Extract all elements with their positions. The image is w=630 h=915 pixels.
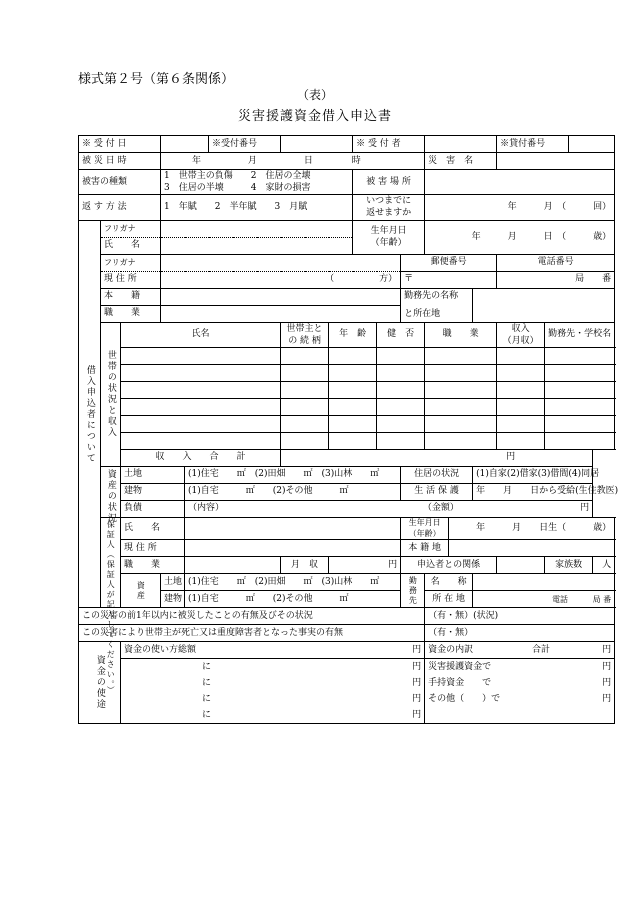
col-income-line-2: （月収） [502,335,539,346]
month-unit: 月 [247,155,257,166]
applicant-furigana-field[interactable] [161,220,353,237]
usage-total-field[interactable] [121,642,425,659]
income-total-yen: 円 [506,452,516,463]
damage-options-line-2: 3 住居の半壊 4 家財の損害 [164,183,311,194]
col-relation [281,322,329,347]
disaster-date-field[interactable] [161,153,425,170]
loan-number-label: ※貸付番号 [497,136,569,153]
breakdown-item-blank[interactable] [425,707,615,724]
applicant-birth-field[interactable]: 年 月 日 （ 歳） [425,220,615,254]
household-row[interactable] [79,398,615,415]
guarantor-assets-label: 資産 [121,574,161,608]
repay-until-field[interactable]: 年 月 （ 回） [425,195,615,220]
guarantor-address-field[interactable] [185,540,401,557]
guarantor-birth-field[interactable]: 年 月 日生（ 歳） [449,517,615,540]
guarantor-phone-kyoku: 局 [592,594,601,604]
usage-item-row[interactable] [121,707,425,724]
work-place-label [401,288,473,322]
applicant-furigana-label: フリガナ [101,220,161,237]
household-row[interactable] [79,364,615,381]
birth-label-line: 生年月日 [370,225,407,236]
disaster-name-field[interactable] [497,153,615,170]
breakdown-item-3-label: その他（ ）で [428,694,501,705]
breakdown-item-2[interactable] [425,675,615,691]
guarantor-phone-field[interactable] [473,591,615,608]
disaster-date-label: 被 災 日 時 [79,153,161,170]
guarantor-relation-field[interactable] [497,557,545,574]
usage-item-yen: 円 [412,678,422,689]
welfare-field[interactable]: 年 月 日から受給(生住教医) [473,483,593,500]
guarantor-note: （保証人が記入してください。） [106,549,116,696]
household-section-label: 世帯の状況と収入 [101,322,121,466]
usage-item-yen: 円 [412,694,422,705]
col-income-line-1: 収入 [511,323,530,334]
address-furigana-label: フリガナ [101,254,161,271]
guarantor-honseki-label: 本 籍 地 [401,540,449,557]
honseki-label: 本 籍 [101,288,161,305]
guarantor-name-field[interactable] [185,517,401,540]
usage-total-yen: 円 [412,645,422,656]
address-label: 現 住 所 [101,271,161,288]
work-place-line-1: 勤務先の名称 [404,290,459,301]
answer-death-disability[interactable]: （有・無） [425,625,615,642]
welfare-label: 生 活 保 護 [401,483,473,500]
debt-field[interactable] [185,500,593,517]
debt-yen: 円 [580,503,590,514]
damage-options-line-1: 1 世帯主の負傷 2 住居の全壊 [164,171,311,181]
debt-amount-label: （金額） [422,503,459,514]
usage-item-row[interactable] [121,691,425,707]
receipt-date-field[interactable] [161,136,209,153]
age-label-line: （年齢） [370,238,407,249]
answer-prior-disaster[interactable]: （有・無）(状況) [425,608,615,625]
guarantor-job-label: 職 業 [121,557,185,574]
receiver-label: ※ 受 付 者 [353,136,425,153]
guarantor-name-label: 氏 名 [121,517,185,540]
receipt-number-label: ※受付番号 [209,136,281,153]
debt-label: 負債 [121,500,185,517]
work-place-field[interactable] [473,288,615,322]
guarantor-age-line: （年齢） [408,528,441,538]
col-age: 年 齢 [329,322,377,347]
guarantor-building-field[interactable]: (1)自宅 ㎡ (2)その他 ㎡ [185,591,401,608]
job-label: 職 業 [101,305,161,322]
repay-until-line-2: 返せますか [366,208,412,219]
breakdown-item-1-label: 災害援護資金で [428,662,492,673]
damage-place-label: 被 害 場 所 [353,170,425,195]
guarantor-job-field[interactable] [185,557,281,574]
guarantor-honseki-field[interactable] [449,540,615,557]
front-side-label: （表） [296,88,333,102]
applicant-name-field[interactable] [161,237,353,254]
breakdown-sum-yen: 円 [602,645,612,656]
usage-section-label: 資金の使途 [79,642,121,724]
guarantor-work-name-label: 名 称 [425,574,473,591]
breakdown-item-3-yen: 円 [602,694,612,705]
address-field[interactable]: （ 方） [161,271,401,288]
guarantor-phone-ban: 番 [603,594,612,604]
guarantor-relation-label: 申込者との関係 [401,557,497,574]
receipt-date-label: ※ 受 付 日 [79,136,161,153]
breakdown-label: 資金の内訳 [428,645,474,656]
form-number: 様式第２号（第６条関係） [78,72,235,87]
guarantor-family-label: 家族数 [545,557,593,574]
guarantor-land-field[interactable]: (1)住宅 ㎡ (2)田畑 ㎡ (3)山林 ㎡ [185,574,401,591]
repay-method-options[interactable]: 1 年賦 2 半年賦 3 月賦 [161,195,353,220]
income-total-label: 収 入 合 計 [121,449,281,466]
breakdown-item-1[interactable] [425,659,615,676]
usage-item-ni: に [202,662,212,673]
usage-item-row[interactable] [121,659,425,676]
usage-total-label: 資金の使い方総額 [124,645,197,656]
question-prior-disaster: この災害の前1年以内に被災したことの有無及びその状況 [79,608,425,625]
housing-label: 住居の状況 [401,466,473,483]
breakdown-sum-label: 合計 [532,645,551,656]
year-unit: 年 [192,155,202,166]
application-form-table [78,135,619,724]
guarantor-work-name-field[interactable] [473,574,615,591]
col-name: 氏名 [121,322,281,347]
col-relation-line-1: 世帯主と [286,323,323,334]
receipt-number-field[interactable] [281,136,353,153]
assets-section-label: 資産の状況 [101,466,121,517]
day-unit: 日 [303,155,313,166]
usage-item-row[interactable] [121,675,425,691]
debt-content-label: （内容） [188,503,225,514]
usage-item-yen: 円 [412,662,422,673]
question-death-disability: この災害により世帯主が死亡又は重度障害者となった事実の有無 [79,625,425,642]
guarantor-work-addr-label: 所 在 地 [425,591,473,608]
phone-number-label: 電話番号 [497,254,615,271]
guarantor-label: 保証人 [106,519,116,550]
guarantor-birth-line: 生年月日 [408,517,441,527]
receiver-field[interactable] [425,136,497,153]
housing-field[interactable]: (1)自家(2)借家(3)借間(4)同居 [473,466,593,483]
household-row[interactable] [79,347,615,364]
land-label: 土地 [121,466,185,483]
hour-unit: 時 [351,155,361,166]
postal-code-field[interactable]: 〒 [401,271,497,288]
breakdown-item-3[interactable] [425,691,615,707]
building-field[interactable]: (1)自宅 ㎡ (2)その他 ㎡ [185,483,401,500]
building-label: 建物 [121,483,185,500]
breakdown-item-1-yen: 円 [602,662,612,673]
form-title: 災害援護資金借入申込書 [237,109,392,124]
repay-until-label [353,195,425,220]
breakdown-header[interactable] [425,642,615,659]
work-place-line-2: と所在地 [404,309,441,320]
damage-place-field[interactable] [425,170,615,195]
guarantor-phone-label: 電話 [552,594,569,604]
job-field[interactable] [161,305,401,322]
damage-type-options[interactable] [161,170,353,195]
guarantor-work-label: 勤務先 [401,574,425,608]
guarantor-family-field[interactable]: 人 [593,557,615,574]
disaster-name-label: 災 害 名 [425,153,497,170]
repay-method-label: 返 す 方 法 [79,195,161,220]
applicant-name-label: 氏 名 [101,237,161,254]
land-field[interactable]: (1)住宅 ㎡ (2)田畑 ㎡ (3)山林 ㎡ [185,466,401,483]
usage-item-ni: に [202,678,212,689]
applicant-birth-label [353,220,425,254]
honseki-field[interactable] [161,288,401,305]
damage-type-label: 被害の種類 [79,170,161,195]
address-furigana-field[interactable] [161,254,401,271]
income-total-field[interactable] [281,449,593,466]
guarantor-birth-label [401,517,449,540]
breakdown-item-2-yen: 円 [602,678,612,689]
col-relation-line-2: の 続 柄 [288,335,321,346]
repay-until-line-1: いつまでに [366,196,412,207]
guarantor-address-label: 現 住 所 [121,540,185,557]
applicant-section-label: 借入申込者について [79,220,101,608]
postal-code-label: 郵便番号 [401,254,497,271]
usage-item-ni: に [202,694,212,705]
household-row[interactable] [79,432,615,449]
phone-number-field[interactable]: 局 番 [497,271,615,288]
guarantor-land-label: 土地 [161,574,185,591]
usage-item-ni: に [202,710,212,721]
col-health: 健 否 [377,322,425,347]
loan-number-field[interactable] [569,136,615,153]
col-job: 職 業 [425,322,497,347]
usage-item-yen: 円 [412,710,422,721]
breakdown-item-2-label: 手持資金 で [428,678,492,689]
col-income [497,322,545,347]
household-row[interactable] [79,381,615,398]
guarantor-income-label: 月 収 [281,557,329,574]
guarantor-income-field[interactable]: 円 [329,557,401,574]
guarantor-section-label [101,517,121,696]
household-row[interactable] [79,415,615,432]
col-work: 勤務先・学校名 [545,322,615,347]
guarantor-building-label: 建物 [161,591,185,608]
